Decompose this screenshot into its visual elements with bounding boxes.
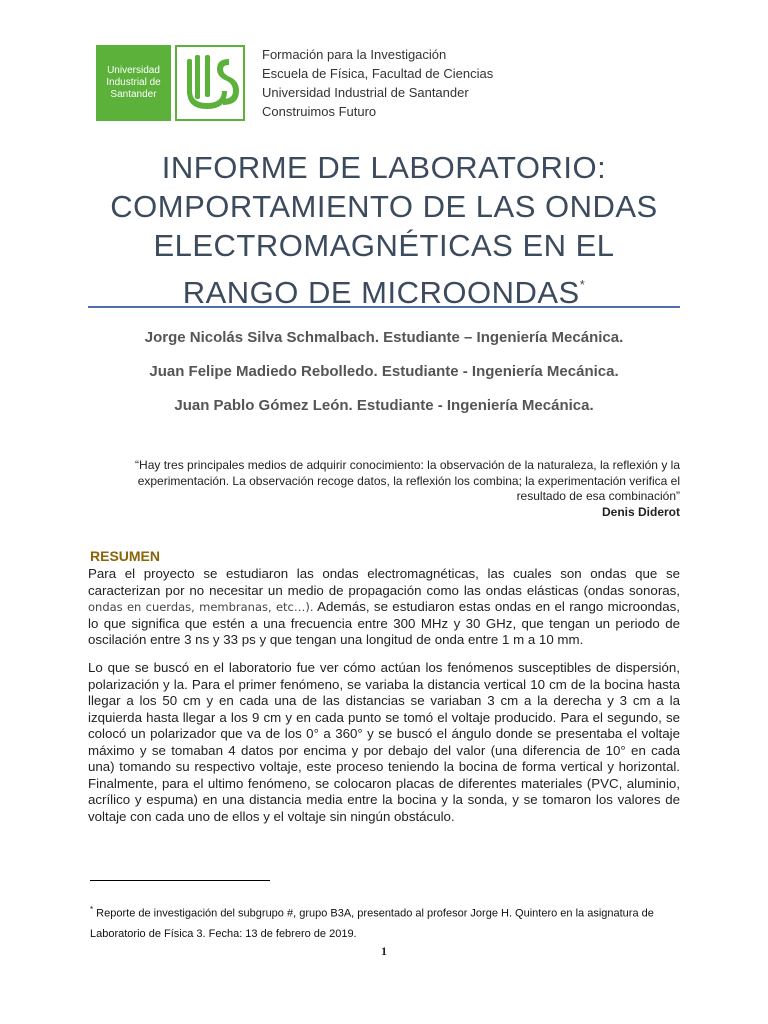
title-line: RANGO DE MICROONDAS	[182, 275, 580, 310]
abstract-paragraph-1	[88, 566, 680, 649]
university-logo-text-block	[96, 45, 171, 121]
report-title	[60, 148, 708, 312]
institution-header	[262, 45, 493, 121]
footnote	[90, 900, 682, 944]
abstract-paragraph-2: Lo que se buscó en el laboratorio fue ver cómo actúan los fenómenos susceptibles de dispersión, polarización y la. Para el primer fenómeno, se variaba la distancia vertical 10 cm de la bocina hasta llegar a los 50 cm y en cada una de las distancias se variaban 3 cm a la derecha y 3 cm a la izquierda hasta llegar a los 9 cm y en cada punto se tomó el voltaje producido. Para el segundo, se colocó un polarizador que va de los 0° a 360° y se buscó el ángulo donde se presentaba el voltaje máximo y se tomaban 4 datos por encima y por debajo del valor (una diferencia de 10° en cada una) tomando su respectivo voltaje, este proceso teniendo la bocina de forma vertical y horizontal. Finalmente, para el ultimo fenómeno, se colocaron placas de diferentes materiales (PVC, aluminio, acrílico y espuma) en una distancia media entre la bocina y la sonda, y se tomaron los valores de voltaje con cada uno de ellos y el voltaje sin ningún obstáculo.	[88, 660, 680, 824]
page-number: 1	[381, 944, 387, 958]
quote-text: “Hay tres principales medios de adquirir conocimiento: la observación de la naturaleza, la reflexión y la experimentación. La observación recoge datos, la reflexión los combina; la experimentación verifica el resultado de esa combinación”	[135, 458, 680, 503]
author-line: Jorge Nicolás Silva Schmalbach. Estudiante – Ingeniería Mecánica.	[144, 329, 624, 346]
title-line: ELECTROMAGNÉTICAS EN EL	[153, 228, 615, 263]
title-line: COMPORTAMIENTO DE LAS ONDAS	[110, 189, 658, 224]
paragraph-text-small: ondas en cuerdas, membranas, etc…).	[88, 600, 314, 614]
footnote-divider	[90, 880, 270, 881]
title-footnote-mark: *	[579, 277, 586, 292]
footnote-mark: *	[90, 905, 94, 914]
paragraph-text: Además, se estudiaron estas ondas en el rango microondas, lo que significa que estén a una frecuencia entre 300 MHz y 30 GHz, que tengan un periodo de oscilación entre 3 ns y 33 ps y que tengan una longitud de onda entre 1 m a 10 mm.	[88, 599, 680, 647]
logo-line: Santander	[110, 89, 157, 100]
header-line: Formación para la Investigación	[262, 47, 447, 62]
footnote-text: Reporte de investigación del subgrupo #, grupo B3A, presentado al profesor Jorge H. Quintero en la asignatura de Laboratorio de Física 3. Fecha: 13 de febrero de 2019.	[90, 907, 654, 940]
author-line: Juan Felipe Madiedo Rebolledo. Estudiante - Ingeniería Mecánica.	[149, 363, 619, 380]
epigraph-quote	[90, 458, 680, 520]
uis-logo-icon	[175, 45, 245, 121]
author-line: Juan Pablo Gómez León. Estudiante - Ingeniería Mecánica.	[174, 397, 594, 414]
section-heading-resumen: RESUMEN	[90, 548, 161, 564]
header-line: Universidad Industrial de Santander	[262, 85, 469, 100]
quote-author: Denis Diderot	[601, 504, 680, 519]
header-line: Escuela de Física, Facultad de Ciencias	[262, 66, 494, 81]
logo-line: Industrial de	[106, 77, 161, 88]
title-divider	[88, 306, 680, 308]
logo-line: Universidad	[107, 65, 160, 76]
paragraph-text: Para el proyecto se estudiaron las ondas electromagnéticas, las cuales son ondas que se caracterizan por no necesitar un medio de propagación como las ondas elásticas (ondas sonoras,	[88, 566, 680, 598]
title-line: INFORME DE LABORATORIO:	[161, 150, 607, 185]
header-line: Construimos Futuro	[262, 104, 377, 119]
